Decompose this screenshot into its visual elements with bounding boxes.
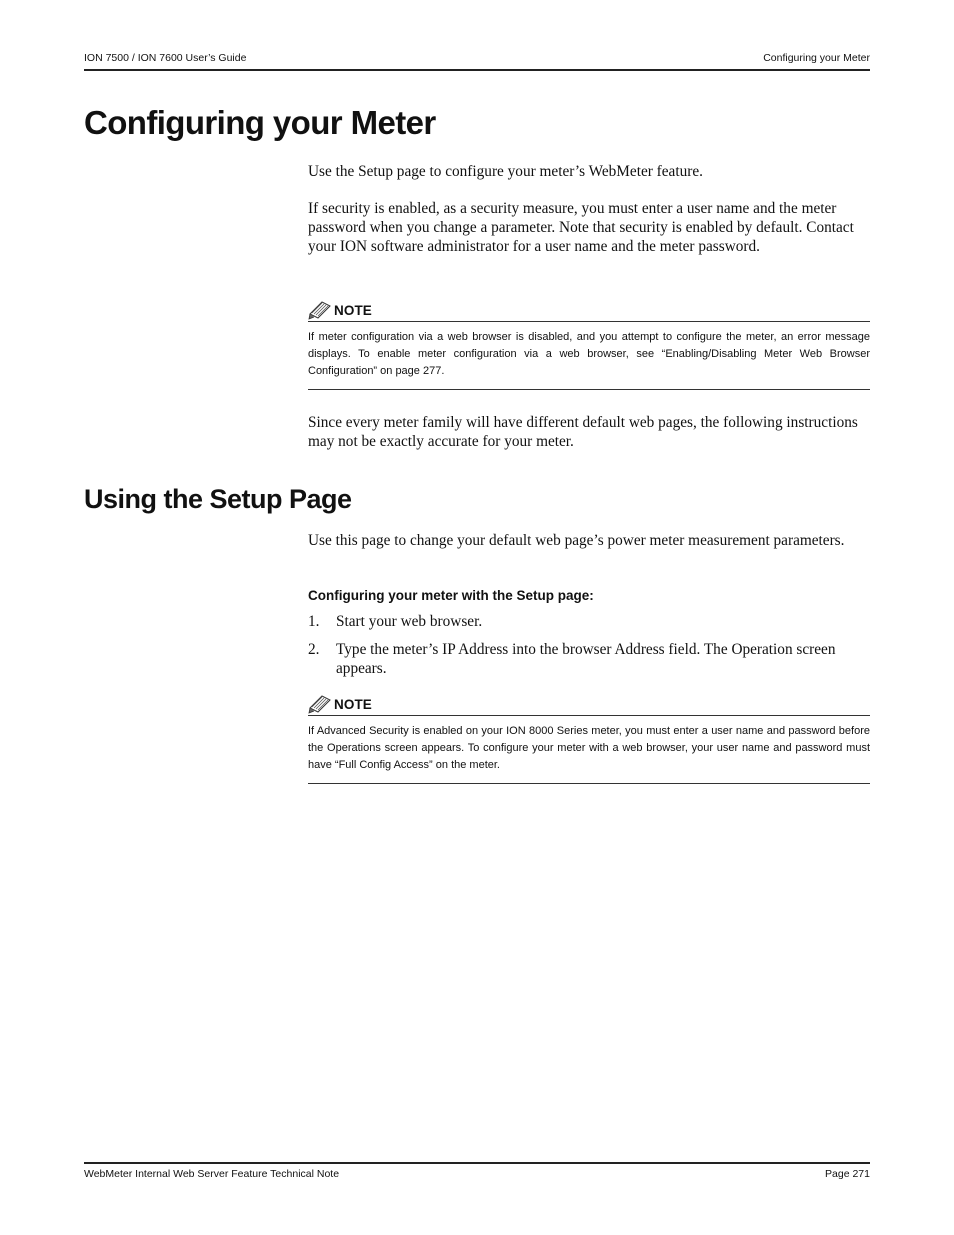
footer-rule [84, 1162, 870, 1164]
page-title: Configuring your Meter [84, 104, 436, 141]
note-text-2: If Advanced Security is enabled on your ION 8000 Series meter, you must enter a user name and password before the Operations screen appears. To configure your meter with a web browser, your user name and password must have “Full Config Access” on the meter. [308, 725, 870, 771]
step-number: 2. [308, 641, 320, 658]
header-chapter-title: Configuring your Meter [763, 52, 870, 64]
note-top-rule-2 [308, 715, 870, 716]
note-top-rule [308, 321, 870, 322]
note-heading-2 [308, 694, 870, 714]
header-rule [84, 69, 870, 71]
note-label: NOTE [334, 303, 372, 318]
intro-paragraph: Use the Setup page to configure your meter’s WebMeter feature. [308, 163, 703, 180]
note-bottom-rule [308, 389, 870, 390]
step-text: Type the meter’s IP Address into the browser Address field. The Operation screen appears. [336, 641, 836, 677]
step-number: 1. [308, 613, 320, 630]
note-text: If meter configuration via a web browser is disabled, and you attempt to configure the meter, an error message displays. To enable meter configuration via a web browser, see “Enabling/Disabling Meter Web Browser Configuration” on page 277. [308, 331, 870, 377]
step-text: Start your web browser. [336, 613, 483, 630]
setup-intro-paragraph: Use this page to change your default web page’s power meter measurement parameters. [308, 532, 845, 549]
header-guide-title: ION 7500 / ION 7600 User’s Guide [84, 52, 247, 64]
footer-page-number: Page 271 [825, 1168, 870, 1180]
note-pencil-icon [308, 300, 332, 320]
section-heading: Using the Setup Page [84, 484, 352, 514]
note-heading [308, 300, 870, 320]
security-paragraph: If security is enabled, as a security measure, you must enter a user name and the meter password when you change a parameter. Note that security is enabled by default. Contact your ION software administrator for a user name and the meter password. [308, 200, 854, 255]
note-pencil-icon [308, 694, 332, 714]
note-bottom-rule-2 [308, 783, 870, 784]
procedure-title: Configuring your meter with the Setup page: [308, 588, 594, 603]
note-label: NOTE [334, 697, 372, 712]
disclaimer-paragraph: Since every meter family will have different default web pages, the following instructions may not be exactly accurate for your meter. [308, 414, 858, 450]
running-footer [84, 1168, 870, 1180]
running-header [84, 52, 870, 64]
footer-document-title: WebMeter Internal Web Server Feature Technical Note [84, 1168, 340, 1180]
